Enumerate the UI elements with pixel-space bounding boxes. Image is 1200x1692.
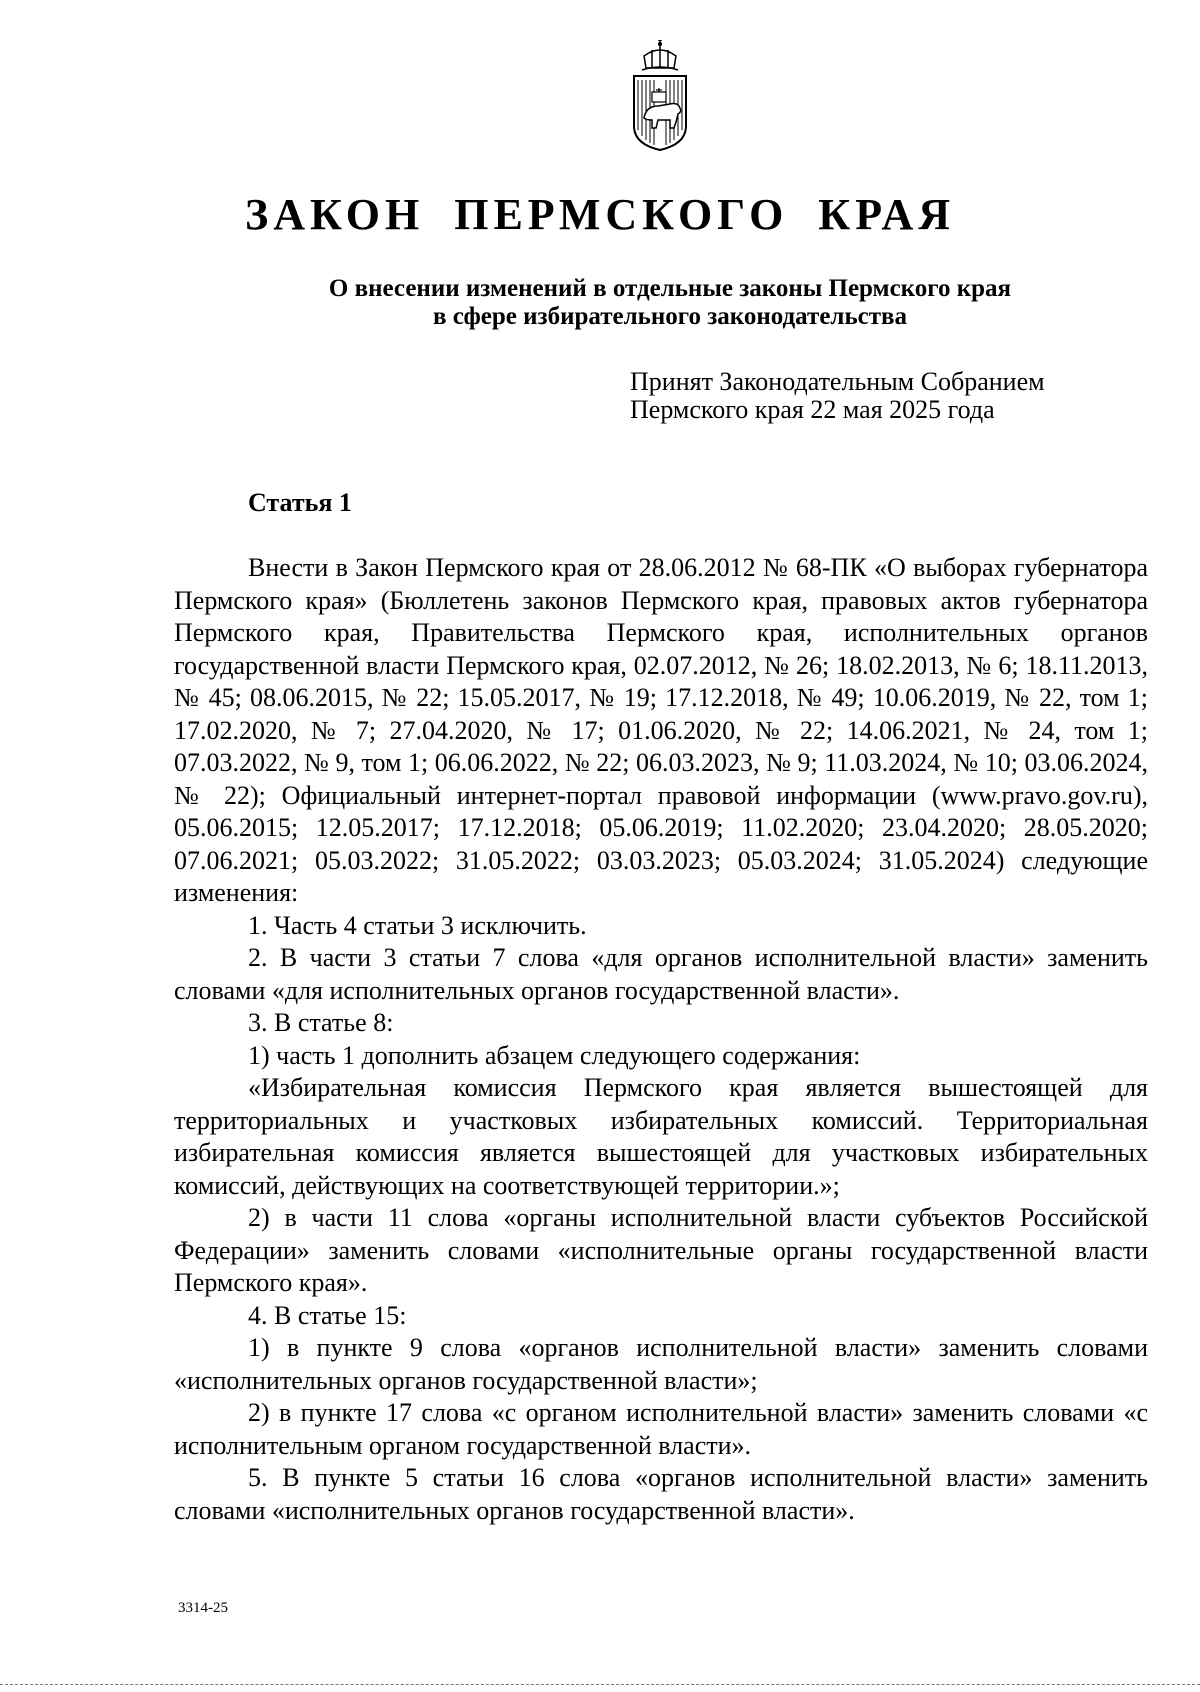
article-paragraph: 3. В статье 8: <box>248 1008 394 1037</box>
adoption-note <box>630 368 1045 424</box>
subtitle-line-1: О внесении изменений в отдельные законы Пермского края <box>328 275 1012 302</box>
article-paragraph: 2) в пункте 17 слова «с органом исполнительной власти» заменить словами «с исполнительным органом государственной власти». <box>174 1398 1148 1460</box>
law-title: ЗАКОН ПЕРМСКОГО КРАЯ <box>244 190 956 239</box>
adoption-line-1: Принят Законодательным Собранием <box>630 367 1045 396</box>
subtitle-line-2: в сфере избирательного законодательства <box>432 303 908 330</box>
article-heading: Статья 1 <box>248 488 352 517</box>
article-paragraph: 2) в части 11 слова «органы исполнительной власти субъектов Российской Федерации» заменить словами «исполнительные органы государственной власти Пермского края». <box>174 1203 1148 1297</box>
article-paragraph: 1) в пункте 9 слова «органов исполнительной власти» заменить словами «исполнительных органов государственной власти»; <box>174 1333 1148 1395</box>
law-subtitle <box>0 275 1200 331</box>
article-paragraph: 5. В пункте 5 статьи 16 слова «органов исполнительной власти» заменить словами «исполнительных органов государственной власти». <box>174 1463 1148 1525</box>
document-number: 3314-25 <box>178 1600 228 1616</box>
article-paragraph: 4. В статье 15: <box>248 1300 407 1330</box>
article-paragraph: Внести в Закон Пермского края от 28.06.2012 № 68-ПК «О выборах губернатора Пермского края» (Бюллетень законов Пермского края, правовых актов губернатора Пермского края, Правительства Пермского края, исполнительных органов государственной власти Пермского края, 02.07.2012, № 26; 18.02.2013, № 6; 18.11.2013, № 45; 08.06.2015, № 22; 15.05.2017, № 19; 17.12.2018, № 49; 10.06.2019, № 22, том 1; 17.02.2020, № 7; 27.04.2020, № 17; 01.06.2020, № 22; 14.06.2021, № 24, том 1; 07.03.2022, № 9, том 1; 06.06.2022, № 22; 06.03.2023, № 9; 11.03.2024, № 10; 03.06.2024, № 22); Официальный интернет-портал правовой информации (www.pravo.gov.ru), 05.06.2015; 12.05.2017; 17.12.2018; 05.06.2019; 11.02.2020; 23.04.2020; 28.05.2020; 07.06.2021; 05.03.2022; 31.05.2022; 03.03.2023; 05.03.2024; 31.05.2024) следующие изменения: <box>174 553 1148 907</box>
article-paragraph: 1) часть 1 дополнить абзацем следующего содержания: <box>248 1040 861 1070</box>
coat-of-arms-emblem <box>628 40 692 152</box>
article-paragraph: 1. Часть 4 статьи 3 исключить. <box>248 910 587 940</box>
scan-bottom-edge <box>0 1684 1200 1685</box>
article-paragraph: «Избирательная комиссия Пермского края является вышестоящей для территориальных и участковых избирательных комиссий. Территориальная избирательная комиссия является вышестоящей для участковых избирательных комиссий, действующих на соответствующей территории.»; <box>174 1073 1148 1200</box>
adoption-line-2: Пермского края 22 мая 2025 года <box>630 395 995 424</box>
article-body <box>174 552 1148 1527</box>
article-paragraph: 2. В части 3 статьи 7 слова «для органов исполнительной власти» заменить словами «для исполнительных органов государственной власти». <box>174 943 1148 1005</box>
